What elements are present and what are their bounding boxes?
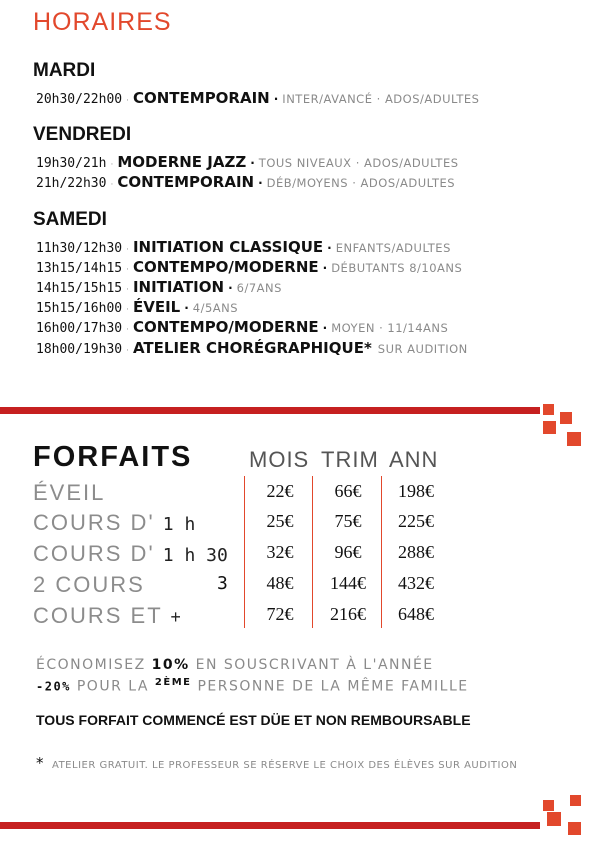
course-name: CONTEMPO/MODERNE: [132, 258, 319, 276]
price-trim: 75€: [334, 511, 362, 531]
column-divider: [381, 476, 382, 628]
price-mois: 72€: [266, 604, 294, 624]
course-detail: SUR AUDITION: [377, 342, 468, 356]
price-trim: 96€: [334, 542, 362, 562]
time-slot: 15h15/16h00: [36, 301, 123, 316]
time-slot: 19h30/21h: [36, 156, 107, 171]
course-detail: DÉB/MOYENS · ADOS/ADULTES: [266, 176, 456, 190]
price-ann: 225€: [398, 511, 434, 531]
price-ann: 288€: [398, 542, 434, 562]
course-name: MODERNE JAZZ: [117, 153, 247, 171]
column-header-trim: TRIM: [321, 447, 379, 472]
time-slot: 16h00/17h30: [36, 321, 123, 336]
day-heading-vendredi: VENDREDI: [33, 124, 132, 145]
page-title: HORAIRES: [33, 8, 172, 36]
course-detail: 6/7ANS: [236, 281, 282, 295]
forfait-label: 2 COURS: [33, 572, 145, 597]
column-header-ann: ANN: [389, 447, 439, 472]
non-refundable-warning: TOUS FORFAIT COMMENCÉ EST DÜE ET NON REMBOURSABLE: [36, 712, 471, 728]
schedule-line: 14h15/15h15 · INITIATION · 6/7ANS: [36, 278, 282, 296]
course-detail: TOUS NIVEAUX · ADOS/ADULTES: [258, 156, 459, 170]
price-trim: 66€: [334, 481, 362, 501]
course-detail: ENFANTS/ADULTES: [335, 241, 451, 255]
time-slot: 21h/22h30: [36, 176, 107, 191]
price-mois: 48€: [266, 573, 294, 593]
time-slot: 20h30/22h00: [36, 92, 123, 107]
price-mois: 22€: [266, 481, 294, 501]
course-name: ATELIER CHORÉGRAPHIQUE*: [132, 339, 372, 357]
schedule-line: 11h30/12h30 · INITIATION CLASSIQUE · ENFANTS/ADULTES: [36, 238, 451, 256]
forfaits-title: FORFAITS: [33, 441, 193, 473]
divider-bar: [0, 407, 540, 414]
price-ann: 648€: [398, 604, 434, 624]
time-slot: 13h15/14h15: [36, 261, 123, 276]
forfait-label: COURS D' 1 h: [33, 510, 196, 535]
course-detail: DÉBUTANTS 8/10ANS: [331, 261, 463, 275]
time-slot: 11h30/12h30: [36, 241, 123, 256]
course-name: CONTEMPORAIN: [132, 89, 270, 107]
course-detail: INTER/AVANCÉ · ADOS/ADULTES: [282, 92, 480, 106]
course-detail: MOYEN · 11/14ANS: [331, 321, 449, 335]
schedule-line: 19h30/21h · MODERNE JAZZ · TOUS NIVEAUX · ADOS/ADULTES: [36, 153, 459, 171]
schedule-line: 13h15/14h15 · CONTEMPO/MODERNE · DÉBUTANTS 8/10ANS: [36, 258, 463, 276]
schedule-line: 21h/22h30 · CONTEMPORAIN · DÉB/MOYENS · ADOS/ADULTES: [36, 173, 456, 191]
course-name: CONTEMPO/MODERNE: [132, 318, 319, 336]
course-name: ÉVEIL: [132, 298, 181, 316]
column-header-mois: MOIS: [249, 447, 310, 472]
forfait-label: COURS D' 1 h 30: [33, 541, 228, 566]
schedule-line: 15h15/16h00 · ÉVEIL · 4/5ANS: [36, 298, 239, 316]
day-heading-samedi: SAMEDI: [33, 209, 107, 230]
forfait-label: ÉVEIL: [33, 480, 106, 505]
course-detail: 4/5ANS: [192, 301, 239, 315]
price-ann: 432€: [398, 573, 434, 593]
course-name: CONTEMPORAIN: [117, 173, 255, 191]
course-name: INITIATION: [132, 278, 225, 296]
footer-bar: [0, 822, 540, 829]
price-trim: 144€: [330, 573, 366, 593]
schedule-line: 16h00/17h30 · CONTEMPO/MODERNE · MOYEN · 11/14ANS: [36, 318, 449, 336]
day-heading-mardi: MARDI: [33, 60, 96, 81]
forfait-label: COURS ET +: [33, 603, 181, 628]
time-slot: 14h15/15h15: [36, 281, 123, 296]
forfait-suffix: 3: [217, 573, 228, 594]
footnote: * ATELIER GRATUIT. LE PROFESSEUR SE RÉSERVE LE CHOIX DES ÉLÈVES SUR AUDITION: [36, 754, 518, 772]
schedule-line: 20h30/22h00 · CONTEMPORAIN · INTER/AVANCÉ · ADOS/ADULTES: [36, 89, 480, 107]
price-mois: 32€: [266, 542, 294, 562]
discount-note-family: -20% POUR LA $^{2ÈME}$ PERSONNE DE LA MÊME FAMILLE: [36, 677, 469, 695]
price-mois: 25€: [266, 511, 294, 531]
discount-note-annual: ÉCONOMISEZ 10% EN SOUSCRIVANT À L'ANNÉE: [36, 657, 434, 673]
time-slot: 18h00/19h30: [36, 342, 123, 357]
column-divider: [244, 476, 245, 628]
price-ann: 198€: [398, 481, 434, 501]
course-name: INITIATION CLASSIQUE: [132, 238, 324, 256]
schedule-line: 18h00/19h30 · ATELIER CHORÉGRAPHIQUE* SUR AUDITION: [36, 339, 468, 357]
price-trim: 216€: [330, 604, 366, 624]
